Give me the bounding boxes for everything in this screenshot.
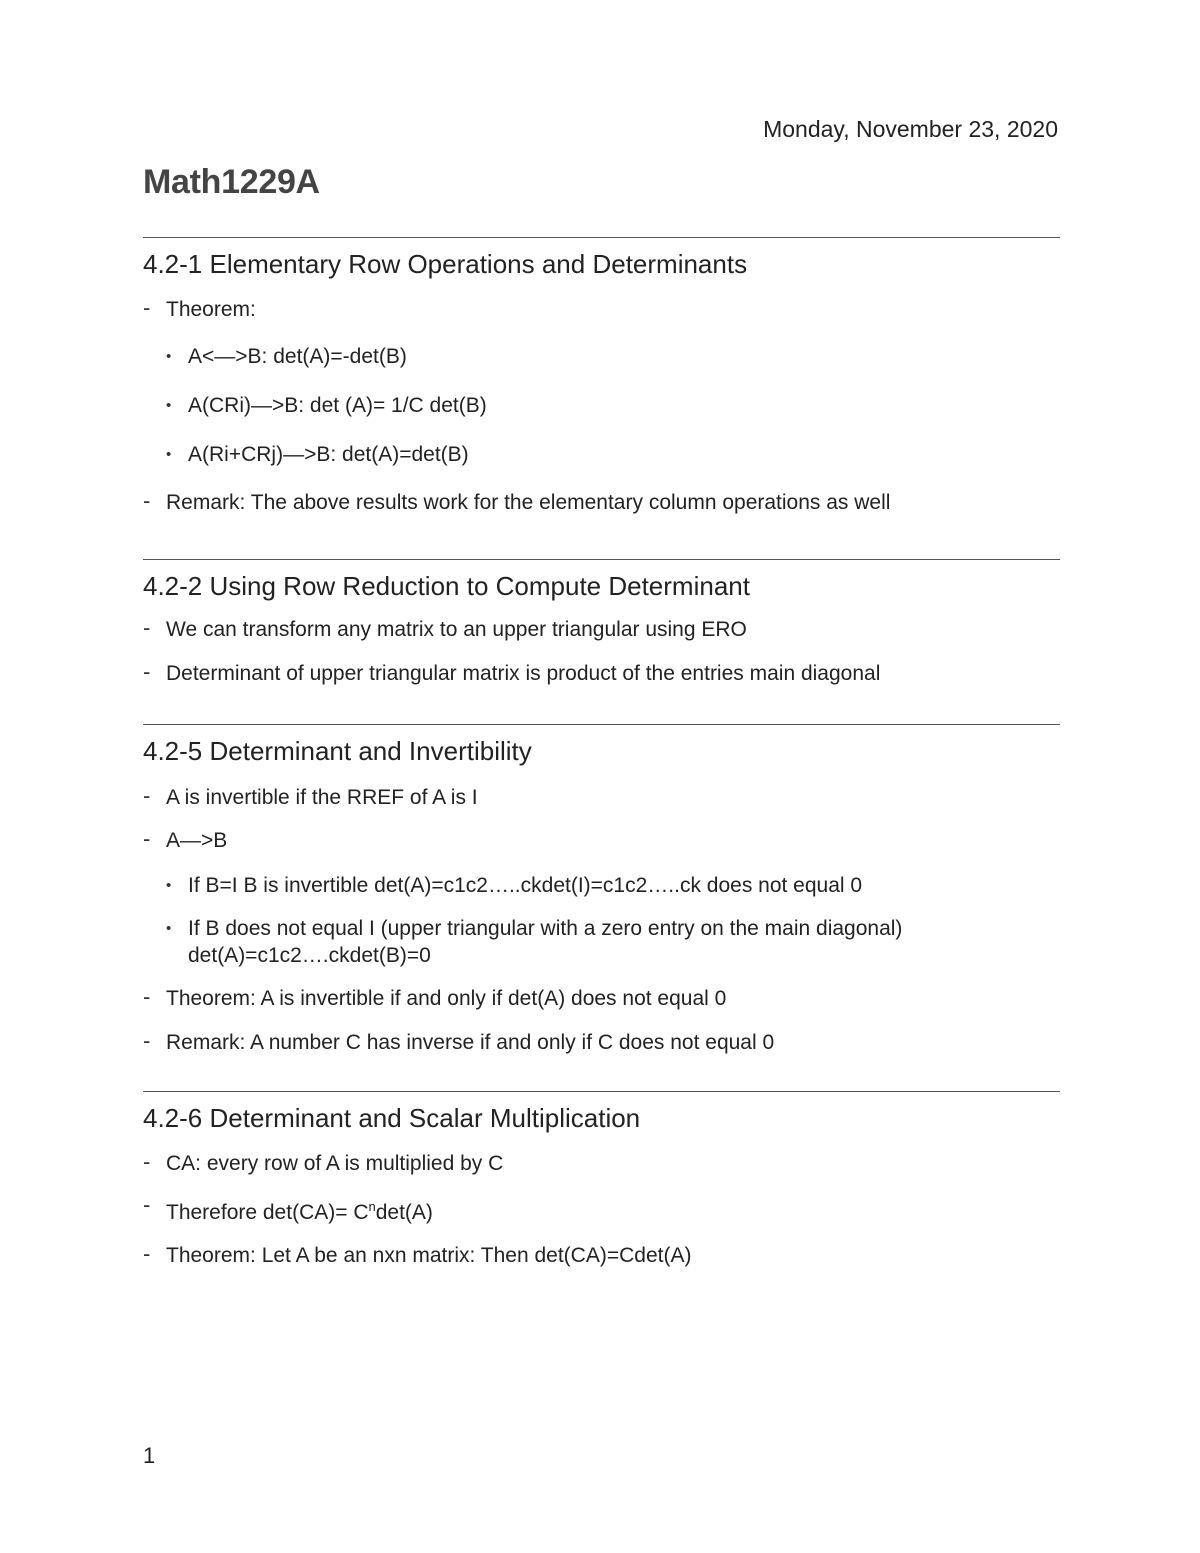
list-item-text: Remark: The above results work for the elementary column operations as well xyxy=(166,491,891,514)
list-item-text: If B does not equal I (upper triangular with a zero entry on the main diagonal) xyxy=(188,917,903,940)
list-item xyxy=(143,915,1060,942)
section-title: 4.2-5 Determinant and Invertibility xyxy=(143,736,532,766)
document-date: Monday, November 23, 2020 xyxy=(763,116,1058,142)
list-item-continuation xyxy=(143,942,1060,969)
list-item xyxy=(143,1029,1060,1056)
dash-marker: - xyxy=(143,295,151,320)
list-item xyxy=(143,784,1060,811)
list-item xyxy=(143,343,1060,370)
list-item-text: A<—>B: det(A)=-det(B) xyxy=(188,345,407,368)
list-item-text: A(CRi)—>B: det (A)= 1/C det(B) xyxy=(188,394,487,417)
section-divider xyxy=(143,724,1060,725)
list-item xyxy=(143,872,1060,899)
list-item xyxy=(143,489,1060,516)
dash-marker: - xyxy=(143,1241,151,1266)
section-title: 4.2-2 Using Row Reduction to Compute Determinant xyxy=(143,571,750,601)
bullet-marker: • xyxy=(166,877,172,894)
list-item xyxy=(143,1150,1060,1177)
section-row-reduction xyxy=(143,559,1060,687)
list-item-text: We can transform any matrix to an upper triangular using ERO xyxy=(166,618,747,641)
list-item-text: If B=I B is invertible det(A)=c1c2…..ckdet(I)=c1c2…..ck does not equal 0 xyxy=(188,874,863,897)
bullet-marker: • xyxy=(166,446,172,463)
list-item-text: Determinant of upper triangular matrix is product of the entries main diagonal xyxy=(166,662,881,685)
list-item xyxy=(143,392,1060,419)
section-invertibility xyxy=(143,724,1060,1056)
list-item xyxy=(143,660,1060,687)
list-item xyxy=(143,985,1060,1012)
list-item-text: Theorem: Let A be an nxn matrix: Then det(CA)=Cdet(A) xyxy=(166,1244,692,1267)
list-item-text: CA: every row of A is multiplied by C xyxy=(166,1152,504,1175)
list-item-text: A(Ri+CRj)—>B: det(A)=det(B) xyxy=(188,443,469,466)
dash-marker: - xyxy=(143,1028,151,1053)
list-item-text: Remark: A number C has inverse if and only if C does not equal 0 xyxy=(166,1031,775,1054)
list-item-text: A is invertible if the RREF of A is I xyxy=(166,786,478,809)
list-item-text: det(A)=c1c2….ckdet(B)=0 xyxy=(188,944,431,967)
dash-marker: - xyxy=(143,615,151,640)
dash-marker: - xyxy=(143,1192,151,1217)
section-title: 4.2-1 Elementary Row Operations and Determinants xyxy=(143,249,748,279)
dash-marker: - xyxy=(143,783,151,808)
list-item xyxy=(143,616,1060,643)
list-item xyxy=(143,441,1060,468)
dash-marker: - xyxy=(143,826,151,851)
section-elementary-row-operations xyxy=(143,237,1060,516)
bullet-marker: • xyxy=(166,397,172,414)
list-item xyxy=(143,1242,1060,1269)
dash-marker: - xyxy=(143,984,151,1009)
bullet-marker: • xyxy=(166,920,172,937)
list-item-text: Theorem: A is invertible if and only if det(A) does not equal 0 xyxy=(166,987,727,1010)
bullet-marker: • xyxy=(166,348,172,365)
section-title: 4.2-6 Determinant and Scalar Multiplication xyxy=(143,1103,641,1133)
section-divider xyxy=(143,1091,1060,1092)
dash-marker: - xyxy=(143,1149,151,1174)
list-item-text: A—>B xyxy=(166,829,228,852)
list-item xyxy=(143,1193,1060,1226)
list-item xyxy=(143,296,1060,323)
section-divider xyxy=(143,559,1060,560)
page-number: 1 xyxy=(143,1443,156,1468)
dash-marker: - xyxy=(143,659,151,684)
list-item xyxy=(143,827,1060,854)
list-item-text-after: det(A) xyxy=(375,1201,433,1224)
section-divider xyxy=(143,237,1060,238)
document-title: Math1229A xyxy=(143,163,320,201)
list-item-text: Theorem: xyxy=(166,298,256,321)
dash-marker: - xyxy=(143,488,151,513)
section-scalar-multiplication xyxy=(143,1091,1060,1269)
superscript-exponent: n xyxy=(368,1199,376,1214)
list-item-text-before: Therefore det(CA)= C xyxy=(166,1201,369,1224)
